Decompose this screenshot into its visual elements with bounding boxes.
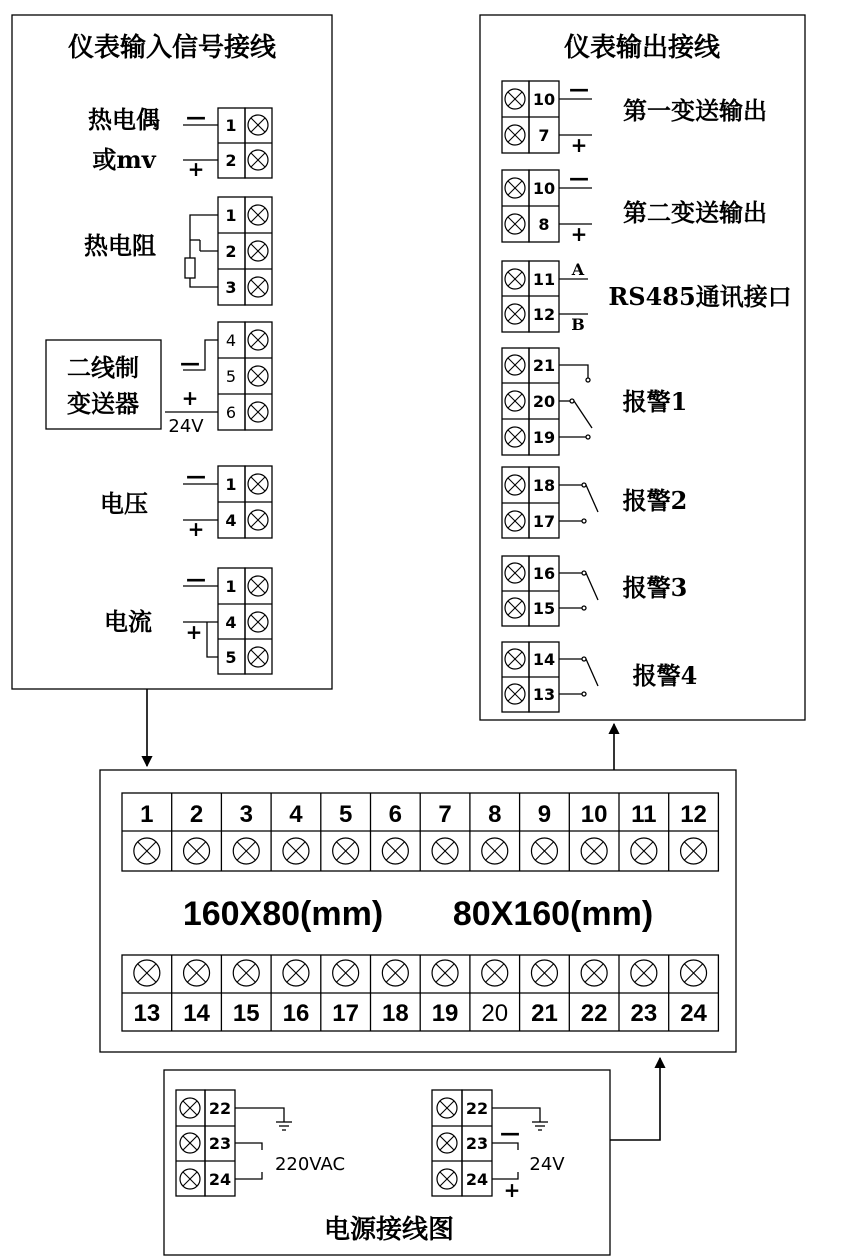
terminal-number: 19: [431, 1000, 459, 1027]
screw-terminal-icon: [581, 960, 607, 986]
screw-terminal-icon: [180, 1098, 200, 1118]
dc-plus: +: [503, 1178, 521, 1202]
current-plus: +: [185, 620, 203, 644]
screw-terminal-icon: [333, 960, 359, 986]
terminal-number: 23: [465, 1134, 489, 1153]
terminal-number: 1: [225, 475, 237, 494]
output-panel: [480, 15, 805, 720]
terminal-number: 2: [225, 151, 237, 170]
screw-terminal-icon: [248, 330, 268, 350]
rs485-a-label: A: [571, 260, 585, 279]
terminal-number: 17: [532, 512, 556, 531]
screw-terminal-icon: [437, 1133, 457, 1153]
terminal-number: 23: [630, 1000, 658, 1027]
rs485-label: RS485通讯接口: [608, 282, 792, 311]
relay-contact-blade: [574, 401, 592, 428]
screw-terminal-icon: [283, 960, 309, 986]
terminal-number: 10: [532, 179, 556, 198]
screw-terminal-icon: [505, 563, 525, 583]
terminal-number: 15: [232, 1000, 260, 1027]
terminal-number: 6: [225, 403, 237, 422]
transmit1-minus: —: [569, 77, 589, 101]
rtd-label: 热电阻: [84, 231, 156, 260]
input-panel: [12, 15, 332, 689]
terminal-number: 5: [338, 801, 353, 828]
screw-terminal-icon: [184, 838, 210, 864]
alarm1-label: 报警1: [622, 387, 688, 416]
transmit2-group: [502, 166, 767, 246]
relay-contact-blade: [586, 485, 598, 512]
terminal-number: 24: [680, 1000, 707, 1027]
screw-terminal-icon: [482, 838, 508, 864]
terminal-number: 22: [465, 1099, 489, 1118]
terminal-number: 1: [140, 801, 154, 828]
terminal-number: 4: [225, 511, 237, 530]
screw-terminal-icon: [184, 960, 210, 986]
screw-terminal-icon: [233, 960, 259, 986]
terminal-number: 24: [208, 1170, 232, 1189]
screw-terminal-icon: [248, 366, 268, 386]
transmit2-minus: —: [569, 166, 589, 190]
dc-voltage-label: 24V: [529, 1154, 565, 1175]
screw-terminal-icon: [631, 838, 657, 864]
screw-terminal-icon: [681, 838, 707, 864]
transmitter-minus: —: [180, 351, 200, 375]
terminal-number: 3: [225, 278, 237, 297]
transmit1-label: 第一变送输出: [623, 96, 767, 125]
relay-contact-blade: [586, 573, 598, 600]
power-ac-group: [176, 1090, 345, 1196]
screw-terminal-icon: [437, 1098, 457, 1118]
thermocouple-mv-label: 或mv: [92, 145, 156, 174]
screw-terminal-icon: [581, 838, 607, 864]
transmitter-group: [46, 322, 272, 437]
screw-terminal-icon: [248, 205, 268, 225]
alarm3-group: [502, 556, 687, 626]
ground-wire: [492, 1108, 540, 1122]
transmitter-plus: +: [181, 386, 199, 410]
terminal-number: 4: [289, 801, 303, 828]
dimension-label: 160X80(mm): [182, 895, 384, 933]
alarm4-label: 报警4: [632, 661, 698, 690]
screw-terminal-icon: [248, 510, 268, 530]
terminal-number: 17: [332, 1000, 360, 1027]
terminal-number: 5: [225, 648, 237, 667]
screw-terminal-icon: [505, 89, 525, 109]
screw-terminal-icon: [248, 402, 268, 422]
dimension-label: 80X160(mm): [452, 895, 654, 933]
current-minus: —: [186, 567, 206, 591]
transmit1-plus: +: [570, 133, 588, 157]
transmitter-label: 二线制: [67, 353, 139, 382]
screw-terminal-icon: [505, 427, 525, 447]
terminal-number: 2: [189, 801, 204, 828]
screw-terminal-icon: [134, 838, 160, 864]
voltage-group: [100, 464, 272, 541]
rtd-wire: [190, 278, 218, 287]
screw-terminal-icon: [233, 838, 259, 864]
terminal-number: 2: [225, 242, 237, 261]
alarm2-label: 报警2: [622, 486, 688, 515]
terminal-number: 14: [183, 1000, 210, 1027]
screw-terminal-icon: [482, 960, 508, 986]
screw-terminal-icon: [631, 960, 657, 986]
transmitter-supply-label: 24V: [168, 416, 204, 437]
screw-terminal-icon: [134, 960, 160, 986]
bottom-terminal-row: [122, 955, 718, 1031]
rtd-group: [84, 197, 272, 305]
screw-terminal-icon: [531, 838, 557, 864]
ground-wire: [235, 1108, 284, 1122]
screw-terminal-icon: [248, 277, 268, 297]
screw-terminal-icon: [505, 125, 525, 145]
terminal-number: 18: [381, 1000, 409, 1027]
terminal-number: 21: [532, 356, 556, 375]
power-panel-title: 电源接线图: [323, 1215, 455, 1245]
power-panel: [164, 1070, 610, 1255]
terminal-number: 7: [538, 126, 550, 145]
ac-voltage-label: 220VAC: [274, 1154, 346, 1175]
transmitter-label: 变送器: [67, 389, 139, 418]
voltage-plus: +: [187, 517, 205, 541]
terminal-number: 22: [208, 1099, 232, 1118]
terminal-number: 12: [680, 801, 707, 828]
alarm4-group: [502, 642, 697, 712]
transmit2-label: 第二变送输出: [623, 198, 767, 227]
screw-terminal-icon: [505, 304, 525, 324]
terminal-number: 16: [532, 564, 556, 583]
current-group: [104, 567, 272, 674]
terminal-number: 1: [225, 577, 237, 596]
screw-terminal-icon: [248, 647, 268, 667]
transmit2-plus: +: [570, 222, 588, 246]
screw-terminal-icon: [432, 838, 458, 864]
terminal-number: 13: [133, 1000, 161, 1027]
screw-terminal-icon: [333, 838, 359, 864]
terminal-number: 20: [481, 1000, 509, 1027]
screw-terminal-icon: [531, 960, 557, 986]
alarm2-group: [502, 467, 687, 538]
screw-terminal-icon: [180, 1169, 200, 1189]
current-label: 电流: [104, 607, 152, 636]
screw-terminal-icon: [505, 391, 525, 411]
main-terminal-block: [100, 770, 736, 1052]
screw-terminal-icon: [681, 960, 707, 986]
terminal-number: 5: [225, 367, 237, 386]
terminal-number: 19: [532, 428, 556, 447]
terminal-number: 15: [532, 599, 556, 618]
terminal-number: 10: [580, 801, 608, 828]
thermocouple-label: 热电偶: [88, 105, 160, 134]
rs485-group: [502, 260, 792, 334]
input-panel-frame: [12, 15, 332, 689]
screw-terminal-icon: [505, 355, 525, 375]
terminal-number: 1: [225, 206, 237, 225]
terminal-number: 3: [239, 801, 253, 828]
relay-contact-blade: [586, 659, 598, 686]
terminal-number: 8: [488, 801, 502, 828]
screw-terminal-icon: [180, 1133, 200, 1153]
input-panel-title: 仪表输入信号接线: [67, 33, 277, 63]
voltage-label: 电压: [100, 489, 148, 518]
screw-terminal-icon: [505, 178, 525, 198]
terminal-number: 23: [208, 1134, 232, 1153]
screw-terminal-icon: [248, 576, 268, 596]
screw-terminal-icon: [505, 511, 525, 531]
terminal-number: 4: [225, 613, 237, 632]
screw-terminal-icon: [248, 612, 268, 632]
screw-terminal-icon: [505, 684, 525, 704]
screw-terminal-icon: [248, 241, 268, 261]
terminal-number: 14: [532, 650, 556, 669]
terminal-number: 21: [531, 1000, 558, 1027]
alarm1-group: [502, 348, 687, 455]
thermocouple-plus: +: [187, 157, 205, 181]
resistor-icon: [185, 258, 195, 278]
screw-terminal-icon: [505, 649, 525, 669]
power-arrow: [610, 1058, 660, 1140]
alarm3-label: 报警3: [622, 573, 688, 602]
screw-terminal-icon: [382, 838, 408, 864]
screw-terminal-icon: [505, 269, 525, 289]
output-panel-title: 仪表输出接线: [563, 33, 721, 63]
screw-terminal-icon: [505, 598, 525, 618]
terminal-number: 10: [532, 90, 556, 109]
screw-terminal-icon: [437, 1169, 457, 1189]
relay-contact-wire: [559, 365, 588, 378]
terminal-number: 4: [225, 331, 237, 350]
terminal-number: 12: [532, 305, 556, 324]
terminal-number: 11: [631, 801, 657, 828]
terminal-number: 13: [532, 685, 556, 704]
terminal-number: 9: [537, 801, 552, 828]
transmit1-group: [502, 77, 767, 157]
terminal-number: 20: [532, 392, 556, 411]
terminal-number: 18: [532, 476, 556, 495]
thermocouple-minus: —: [186, 105, 206, 129]
screw-terminal-icon: [505, 214, 525, 234]
terminal-number: 16: [282, 1000, 310, 1027]
dc-minus: —: [500, 1121, 520, 1145]
screw-terminal-icon: [248, 474, 268, 494]
screw-terminal-icon: [505, 475, 525, 495]
power-dc-group: [432, 1090, 565, 1202]
screw-terminal-icon: [283, 838, 309, 864]
screw-terminal-icon: [382, 960, 408, 986]
terminal-number: 1: [225, 116, 237, 135]
top-terminal-row: [122, 793, 718, 871]
current-jumper-wire: [207, 622, 218, 657]
terminal-number: 11: [532, 270, 556, 289]
terminal-number: 8: [538, 215, 550, 234]
rs485-b-label: B: [571, 315, 585, 334]
terminal-number: 24: [465, 1170, 489, 1189]
screw-terminal-icon: [248, 150, 268, 170]
voltage-minus: —: [186, 464, 206, 488]
terminal-number: 6: [388, 801, 403, 828]
screw-terminal-icon: [248, 115, 268, 135]
terminal-number: 22: [580, 1000, 608, 1027]
terminal-number: 7: [438, 801, 452, 828]
screw-terminal-icon: [432, 960, 458, 986]
thermocouple-group: [88, 105, 272, 181]
